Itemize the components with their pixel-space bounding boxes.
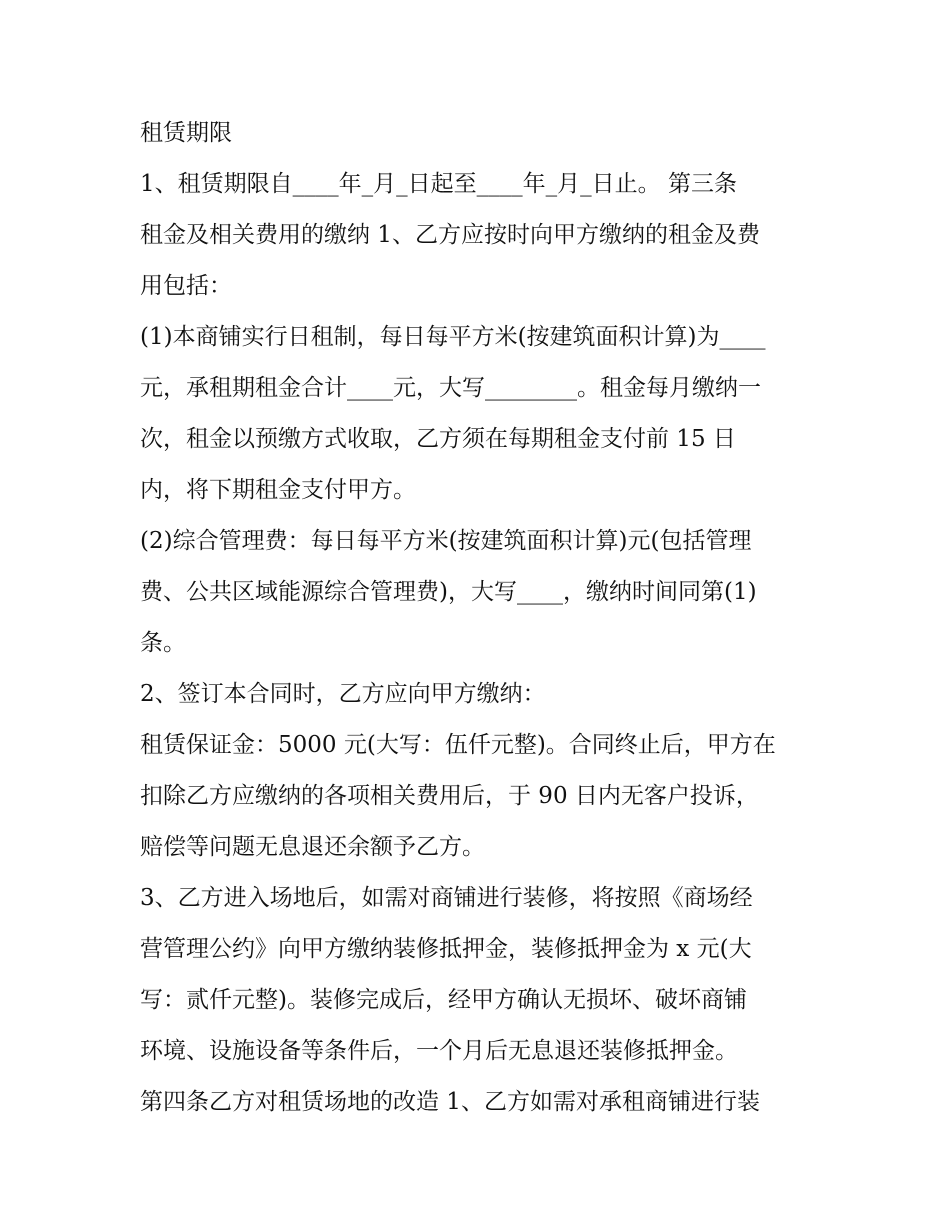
text-line: 租赁保证金：5000 元(大写：伍仟元整)。合同终止后，甲方在 (140, 732, 776, 758)
contract-text (140, 108, 820, 1128)
text-line: (1)本商铺实行日租制，每日每平方米(按建筑面积计算)为____ (140, 324, 766, 350)
text-line: 第四条乙方对租赁场地的改造 1、乙方如需对承租商铺进行装 (140, 1089, 760, 1115)
text-line: 1、租赁期限自____年_月_日起至____年_月_日止。 第三条 (140, 171, 737, 197)
text-line: 2、签订本合同时，乙方应向甲方缴纳： (140, 681, 546, 707)
text-line: 用包括： (140, 273, 232, 299)
text-line: 租金及相关费用的缴纳 1、乙方应按时向甲方缴纳的租金及费 (140, 222, 760, 248)
text-line: 费、公共区域能源综合管理费)，大写____，缴纳时间同第(1) (140, 579, 757, 605)
text-line: 元，承租期租金合计____元，大写________。租金每月缴纳一 (140, 375, 761, 401)
text-line: (2)综合管理费：每日每平方米(按建筑面积计算)元(包括管理 (140, 528, 752, 554)
text-line: 赔偿等问题无息退还余额予乙方。 (140, 834, 485, 860)
section-heading: 租赁期限 (140, 120, 232, 146)
text-line: 次，租金以预缴方式收取，乙方须在每期租金支付前 15 日 (140, 426, 736, 452)
text-line: 写：贰仟元整)。装修完成后，经甲方确认无损坏、破坏商铺 (140, 987, 747, 1013)
text-line: 3、乙方进入场地后，如需对商铺进行装修，将按照《商场经 (140, 885, 753, 911)
text-line: 内，将下期租金支付甲方。 (140, 477, 416, 503)
text-line: 营管理公约》向甲方缴纳装修抵押金，装修抵押金为 x 元(大 (140, 936, 752, 962)
text-line: 环境、设施设备等条件后，一个月后无息退还装修抵押金。 (140, 1038, 738, 1064)
text-line: 扣除乙方应缴纳的各项相关费用后，于 90 日内无客户投诉， (140, 783, 759, 809)
text-line: 条。 (140, 630, 186, 656)
